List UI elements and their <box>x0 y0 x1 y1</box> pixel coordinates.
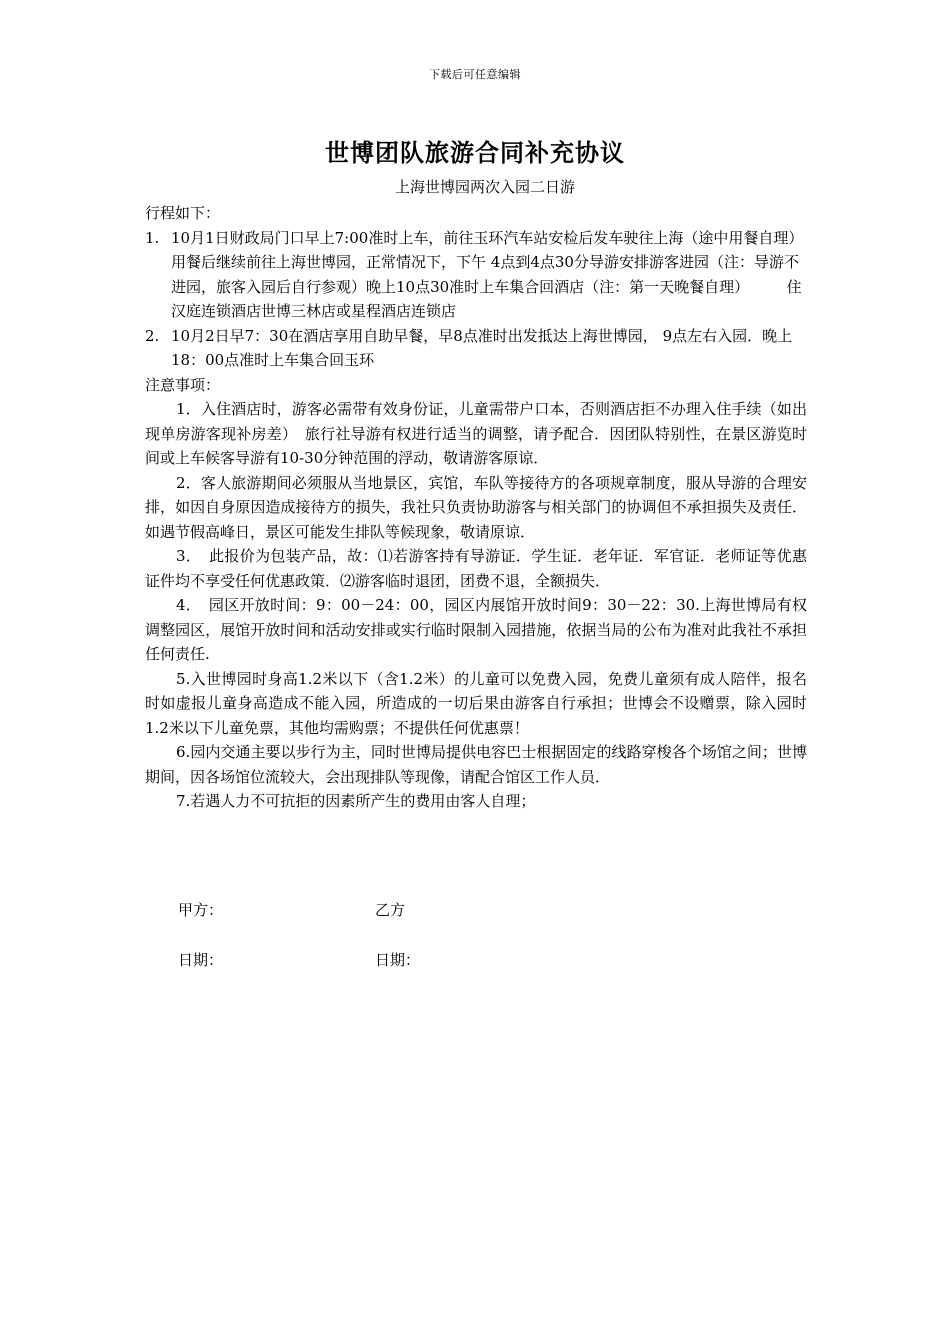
itinerary-number: 2. <box>145 326 160 345</box>
date-row <box>178 949 420 970</box>
itinerary-item-2 <box>145 324 807 373</box>
note-item-3: 3． 此报价为包装产品，故：⑴若游客持有导游证．学生证．老年证．军官证．老师证等优惠证件均不享受任何优惠政策．⑵游客临时退团，团费不退，全额损失． <box>145 547 807 590</box>
note-item-2: 2．客人旅游期间必须服从当地景区，宾馆，车队等接待方的各项规章制度，服从导游的合理安排，如因自身原因造成接待方的损失，我社只负责协助游客与相关部门的协调但不承担损失及责任．如遇节假高峰日，景区可能发生排队等候现象，敬请原谅． <box>145 473 807 541</box>
note-item-1: 1．入住酒店时，游客必需带有效身份证，儿童需带户口本，否则酒店拒不办理入住手续（如出现单房游客现补房差） 旅行社导游有权进行适当的调整，请予配合．因团队特别性，在景区游览时间或上车候客导游有10-30分钟范围的浮动，敬请游客原谅． <box>145 400 807 467</box>
note-item-7: 7.若遇人力不可抗拒的因素所产生的费用由客人自理； <box>176 792 536 810</box>
party-a-label: 甲方： <box>178 901 224 919</box>
itinerary-item-1 <box>145 226 807 324</box>
party-b-label: 乙方 <box>375 901 406 919</box>
header-note: 下载后可任意编辑 <box>429 68 521 81</box>
itinerary-text: 10月1日财政局门口早上7:00准时上车，前往玉环汽车站安检后发车驶往上海（途中用餐自理）用餐后继续前往上海世博园，正常情况下，下午 4点到4点30分导游安排游客进园（注：导游不进园，旅客入园后自行参观）晚上10点30准时上车集合回酒店（注：第一天晚餐自理） 住汉庭连锁酒店世博三林店或星程酒店连锁店 <box>171 228 804 320</box>
signature-row <box>178 899 405 920</box>
date-a-label: 日期： <box>178 951 224 969</box>
date-b-label: 日期： <box>375 951 421 969</box>
itinerary-heading: 行程如下： <box>145 204 221 222</box>
note-item-4: 4． 园区开放时间：9：00－24：00，园区内展馆开放时间9：30－22：30.上海世博局有权调整园区，展馆开放时间和活动安排或实行临时限制入园措施，依据当局的公布为准对此我社不承担任何责任. <box>145 596 807 663</box>
document-subtitle: 上海世博园两次入园二日游 <box>395 178 576 196</box>
document-title: 世博团队旅游合同补充协议 <box>325 138 625 167</box>
note-item-5: 5.入世博园时身高1.2米以下（含1.2米）的儿童可以免费入园，免费儿童须有成人陪伴，报名时如虚报儿童身高造成不能入园，所造成的一切后果由游客自行承担；世博会不设赠票，除入园时1.2米以下儿童免票，其他均需购票；不提供任何优惠票！ <box>145 669 807 737</box>
itinerary-number: 1. <box>145 228 160 247</box>
note-item-6: 6.园内交通主要以步行为主，同时世博局提供电容巴士根据固定的线路穿梭各个场馆之间；世博期间，因各场馆位流较大，会出现排队等现像，请配合馆区工作人员． <box>145 743 807 786</box>
itinerary-text: 10月2日早7：30在酒店享用自助早餐，早8点准时出发抵达上海世博园， 9点左右入园．晚上18：00点准时上车集合回玉环 <box>171 326 793 369</box>
notes-heading: 注意事项： <box>145 375 221 394</box>
document-body <box>145 201 807 814</box>
